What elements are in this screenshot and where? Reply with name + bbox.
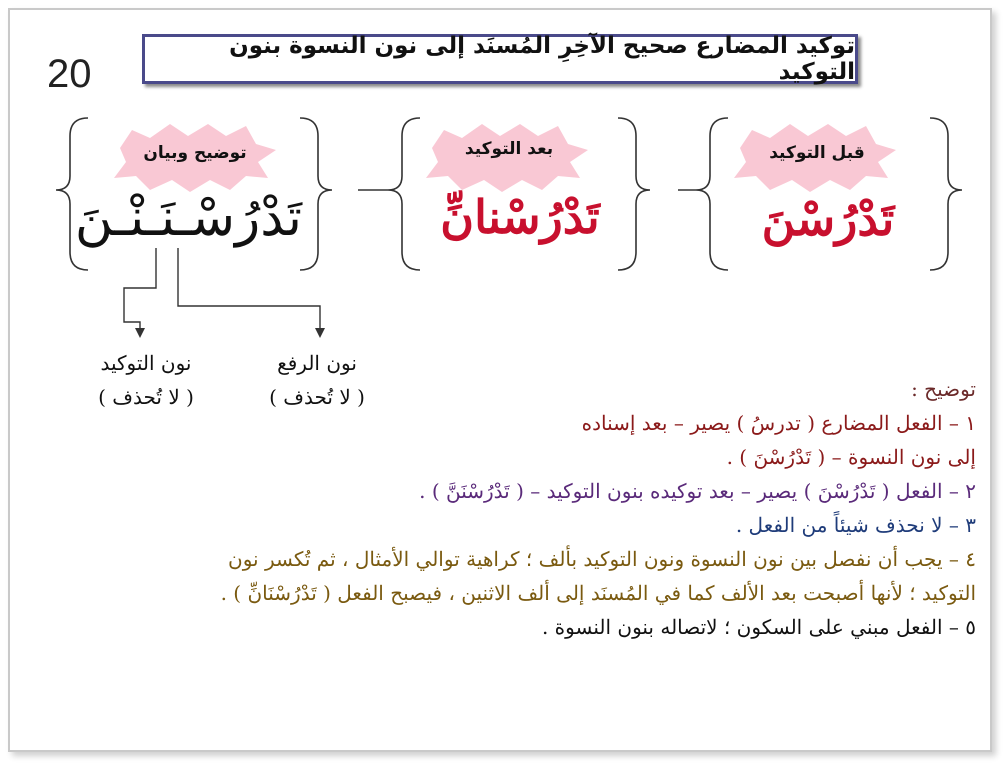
label-emphasis-noon-note: ( لا تُحذف ): [98, 385, 194, 409]
note-line-1a: ١ – الفعل المضارع ( تدرسُ ) يصير – بعد إسناده: [581, 411, 976, 435]
arrow-heads: [135, 328, 325, 338]
word-after-emphasis: تَدْرُسْنانِّ: [440, 190, 600, 244]
notes-heading: توضيح :: [911, 377, 976, 401]
label-after-emphasis: بعد التوكيد: [464, 139, 554, 159]
label-emphasis-noon-name: نون التوكيد: [100, 351, 192, 375]
page-title: توكيد المضارع صحيح الآخِرِ المُسنَد إلى نون النسوة بنون التوكيد: [142, 34, 858, 84]
note-line-4a: ٤ – يجب أن نفصل بين نون النسوة ونون التوكيد بألف ؛ كراهية توالي الأمثال ، ثم تُكسر نون: [228, 547, 976, 571]
label-raf-noon-name: نون الرفع: [277, 351, 357, 375]
page-number: 20: [47, 52, 92, 96]
note-line-1b: إلى نون النسوة – ( تَدْرُسْنَ ) .: [726, 445, 976, 469]
word-before-emphasis: تَدْرُسْنَ: [761, 192, 895, 246]
note-line-3: ٣ – لا نحذف شيئاً من الفعل .: [735, 513, 976, 537]
label-raf-noon-note: ( لا تُحذف ): [269, 385, 365, 409]
note-line-2: ٢ – الفعل ( تَدْرُسْنَ ) يصير – بعد توكيده بنون التوكيد – ( تَدْرُسْنَنَّ ) .: [419, 479, 976, 503]
label-before-emphasis: قبل التوكيد: [769, 143, 865, 163]
note-line-5: ٥ – الفعل مبني على السكون ؛ لاتصاله بنون النسوة .: [541, 615, 976, 639]
notes-section: [26, 372, 976, 644]
label-explanation: توضيح وبيان: [143, 143, 247, 163]
word-explanation: تَدْرُسْـنَـنْـنَ: [74, 188, 302, 248]
arrow-connectors: [124, 248, 320, 336]
note-line-4b: التوكيد ؛ لأنها أصبحت بعد الألف كما في المُسنَد إلى ألف الاثنين ، فيصبح الفعل ( تَدْرُسْنَانِّ ) .: [220, 581, 976, 605]
